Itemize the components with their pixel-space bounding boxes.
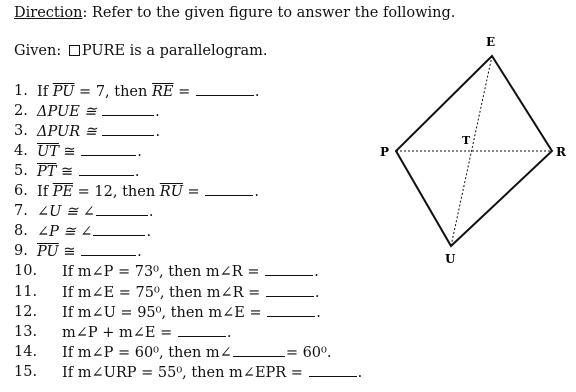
question-text: If m∠P = 60⁰, then m∠ = 60⁰. (62, 345, 332, 361)
given-prefix: Given: (14, 43, 66, 59)
question-number: 2. (14, 103, 28, 119)
question-number: 14. (14, 344, 38, 360)
question-number: 7. (14, 203, 28, 219)
question-text: ΔPUE ≅ . (37, 104, 160, 120)
question-text: If m∠U = 95⁰, then m∠E = . (62, 305, 321, 321)
question-text: If m∠URP = 55⁰, then m∠EPR = . (62, 365, 363, 381)
vertex-label-e: E (486, 35, 496, 49)
question-text: $\overline{UT}$ ≅ . (37, 144, 142, 160)
question-text: ∠P ≅ ∠ . (37, 224, 152, 240)
direction-text: : Refer to the given figure to answer the following. (82, 5, 456, 21)
question-text: If m∠P = 73⁰, then m∠R = . (62, 264, 319, 280)
intersection-label-t: T (462, 134, 471, 147)
question-number: 3. (14, 123, 28, 139)
question-number: 9. (14, 243, 28, 259)
vertex-label-u: U (445, 252, 456, 266)
question-text: ∠U ≅ ∠ . (37, 204, 154, 220)
question-number: 4. (14, 143, 28, 159)
question-number: 11. (14, 284, 38, 300)
question-number: 5. (14, 163, 28, 179)
question-text: If $\overline{PU} = 7$, then $\overline{RE}$ = . (37, 84, 260, 100)
question-number: 1. (14, 83, 28, 99)
question-number: 15. (14, 364, 38, 380)
question-number: 12. (14, 304, 38, 320)
vertex-label-r: R (556, 145, 566, 159)
question-text: $\overline{PU}$ ≅ . (37, 244, 142, 260)
given-text: PURE is a parallelogram. (81, 43, 268, 59)
question-text: If $\overline{PE} = 12$, then $\overline{RU}$ = . (37, 184, 259, 200)
question-text: m∠P + m∠E = . (62, 325, 232, 341)
question-number: 10. (14, 263, 38, 279)
question-text: If m∠E = 75⁰, then m∠R = . (62, 285, 320, 301)
question-text: $\overline{PT}$ ≅ . (37, 164, 140, 180)
vertex-label-p: P (380, 145, 390, 159)
question-number: 8. (14, 223, 28, 239)
question-number: 6. (14, 183, 28, 199)
direction-label: Direction (14, 5, 83, 21)
question-text: ΔPUR ≅ . (37, 124, 161, 140)
question-number: 13. (14, 324, 38, 340)
